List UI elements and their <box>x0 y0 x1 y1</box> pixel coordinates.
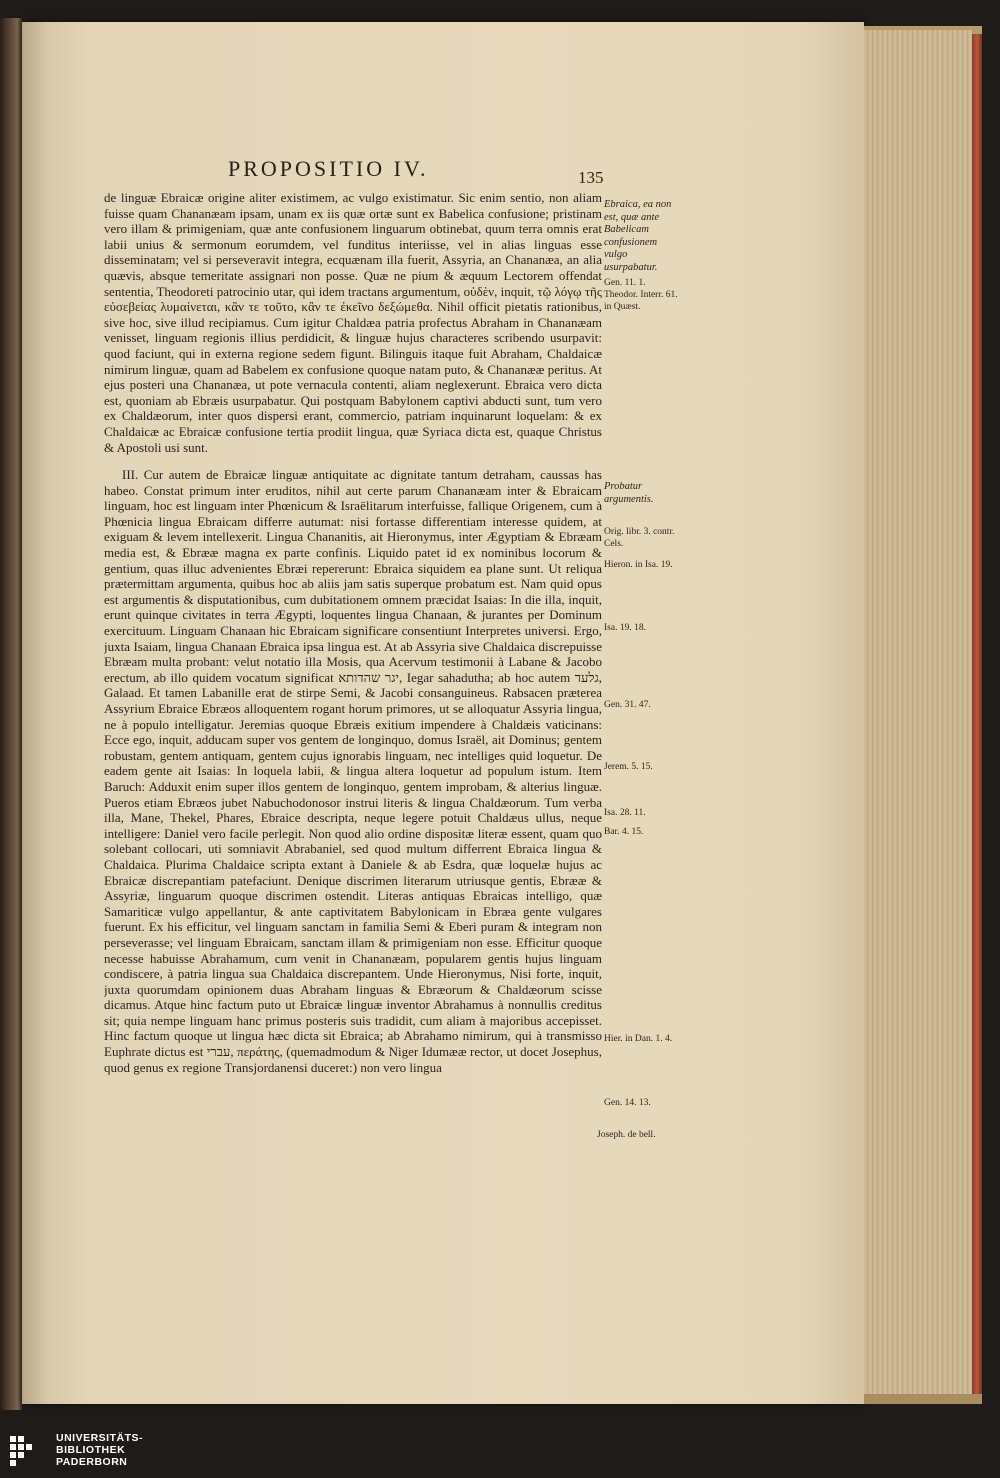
library-logo-text <box>56 1432 143 1468</box>
margin-note-gen-31: Gen. 31. 47. <box>604 700 651 710</box>
margin-note-gen-11: Gen. 11. 1. <box>604 278 646 288</box>
margin-note-jerem: Jerem. 5. 15. <box>604 762 653 772</box>
red-fore-edge <box>972 34 982 1394</box>
logo-line-2: BIBLIOTHEK <box>56 1444 126 1456</box>
margin-note-theodor: Theodor. Interr. 61. in Quæst. <box>604 290 678 312</box>
margin-note-probatur: Probatur argumentis. <box>604 481 654 505</box>
logo-line-1: UNIVERSITÄTS- <box>56 1432 144 1444</box>
margin-note-gen-14: Gen. 14. 13. <box>604 1098 651 1108</box>
margin-note-ebraica: Ebraica, ea non est, quæ ante Babelicam confusionem vulgo usurpabatur. <box>604 199 672 273</box>
main-text-column <box>104 190 602 1130</box>
logo-line-3: PADERBORN <box>56 1456 128 1468</box>
page-number: 135 <box>578 168 604 187</box>
margin-note-hier-dan: Hier. in Dan. 1. 4. <box>604 1034 673 1044</box>
library-logo-mark <box>8 1434 42 1468</box>
margin-note-isa-28: Isa. 28. 11. <box>604 808 646 818</box>
gilt-edge-bottom <box>864 1394 982 1404</box>
book-cover-left <box>0 18 22 1410</box>
margin-note-joseph: Joseph. de bell. <box>597 1130 656 1140</box>
paragraph-2: III. Cur autem de Ebraicæ linguæ antiquitate ac dignitate tantum detraham, caussas has habeo. Constat primum inter eruditos, nihil aut certe parum Chananæam inter & Ebraicam linguam, hoc est linguam inter Phœnicum & Israëlitarum interfuisse, fallique Origenem, cum à Phœnicia lingua Ebraicam differre autumat: nisi fortasse differentiam interesse quidem, at exiguam & levem intellexerit. Lingua Chananitis, ait Hieronymus, inter Ægyptiam & Ebræam media est, & Ebrææ magna ex parte confinis. Liquido patet id ex nominibus locorum & gentium, quas illuc advenientes Ebræi repererunt: Ebraica siquidem ea plane sunt. Ut reliqua prætermittam argumenta, quibus hoc ab aliis jam satis superque probatum est. Nam quid opus est argumentis & disputationibus, cum dubitationem omnem præcidat Isaias: In die illa, inquit, erunt quinque civitates in terra Ægypti, loquentes lingua Chanaan, & jurantes per Dominum exercituum. Linguam Chanaan hic Ebraicam significare consentiunt Interpretes universi. Ergo, juxta Isaiam, lingua Chanaan Ebraica ipsa lingua est. At ab Assyria sive Chaldaica discrepuisse Ebræam multa probant: velut notatio illa Mosis, qua Acervum testimonii à Labane & Jacobo erectum, ab illo quidem vocatum significat יגר שהדותא, Iegar sahadutha; ab hoc autem גלעד, Galaad. Et tamen Labanille erat de stirpe Semi, & Jacobi consanguineus. Rabsacen præterea Assyrium Ebraice Ebræos alloquentem rogant horum primores, ut se alloquatur Assyria lingua, ne à populo intelligatur. Jeremias quoque Ebræis exitium impendere à Chaldæis vaticinans: Ecce ego, inquit, adducam super vos gentem de longinquo, domus Israël, ait Dominus; gentem robustam, gentem antiquam, gentem cujus ignorabis linguam, nec intelliges quid loquetur. De eadem gente ait Isaias: In loquela labii, & lingua altera loquetur ad populum istum. Item Baruch: Adduxit enim super illos gentem de longinquo, gentem improbam, & alterius linguæ. Pueros etiam Ebræos jubet Nabuchodonosor instrui literis & lingua Chaldæorum. Tum verba illa, Mane, Thekel, Phares, Ebraice descripta, neque legere potuit Chaldæus ullus, neque intelligere: Daniel vero facile perlegit. Non quod alio ordine dispositæ literæ essent, quam quo solebant collocari, uti somniavit Abrabaniel, sed quod multum differrent Ebraica lingua & Chaldaica. Plurima Chaldaice scripta extant à Daniele & ab Esdra, quæ loquelæ hujus ac Ebraicæ discrepantiam patefaciunt. Denique discrimen literarum utriusque gentis, Ebrææ & Assyriæ, linguarum quoque discrimen ostendit. Literas antiquas Ebraicas intelligo, quæ Samariticæ vulgo appellantur, & ante captivitatem Babylonicam in Ebræa gente vulgares fuerunt. Ex his efficitur, vel linguam sanctam in familia Semi & Eberi puram & integram non perseverasse; vel linguam Ebraicam, sanctam illam & primigeniam non esse. Efficitur quoque necesse habuisse Abrahamum, cum venit in Chananæam, popularem gentis hujus linguam condiscere, à patria lingua sua Chaldaica discrepantem. Unde Hieronymus, Nisi forte, inquit, juxta quorumdam opinionem duas Abraham linguas & Ebræorum & Chaldæorum scisse dicamus. Atque hinc factum puto ut Ebraicæ linguæ inventor Abrahamus à nonnullis creditus sit; quia nempe linguam hanc primus posteris suis tradidit, cum aliam à majoribus accepisset. Hinc factum quoque ut lingua hæc dicta sit Ebraica; ab Abrahamo nimirum, qui à transmisso Euphrate dictus est עברי, περάτης, (quemadmodum & Niger Idumææ rector, ut docet Josephus, quod genus ex regione Transjordanensi duceret:) non vero lingua <box>104 467 602 1075</box>
margin-note-isa-19: Isa. 19. 18. <box>604 623 646 633</box>
margin-note-orig: Orig. libr. 3. contr. Cels. <box>604 527 675 549</box>
paragraph-1: de linguæ Ebraicæ origine aliter existimem, ac vulgo existimatur. Sic enim sentio, non aliam fuisse quam Chananæam ipsam, unam ex iis quæ ortæ sunt ex Babelica confusione; pristinam vero illam & primigeniam, quæ ante confusionem linguarum obtinebat, quum terra omnis erat labii unius & sermonum eorumdem, vel funditus interiisse, vel in alias linguas esse disseminatam; vel si perseveravit integra, ecquænam illa fuerit, Assyria, an Chananæa, an alia quævis, absque temeritate assignari non posse. Quæ ne pium & æquum Lectorem offendat sententia, Theodoreti patrocinio utar, qui idem tractans argumentum, οὐδὲν, inquit, τῷ λόγῳ τῆς εὐσεβείας λυμαίνεται, κἂν τε τοῦτο, κἂν τε ἐκεῖνο δεξώμεθα. Nihil officit pietatis rationibus, sive hoc, sive illud recipiamus. Cum igitur Chaldæa patria profectus Abraham in Chananæam venisset, linguam regionis illius perdidicit, & linguæ hujus characteres scribendo usurpavit: quod faciunt, qui in externa regione sedem figunt. Bilinguis itaque fuit Abraham, Chaldaicæ nimirum linguæ, quam ad Babelem ex confusione quoque natam puto, & Chananææ peritus. At ejus posteri una Chananæa, ut pote vernacula contenti, aliam neglexerunt. Ebraica vero dicta est, quoniam ab Ebræis usurpabatur. Qui postquam Babylonem captivi abducti sunt, tum vero ex Chaldæorum, inter quos dispersi erant, commercio, patriam inquinarunt loquelam: & ex Chaldaicæ ac Ebraicæ confusione tertia prodiit lingua, quæ Syriaca dicta est, quaque Christus & Apostoli usi sunt. <box>104 190 602 455</box>
margin-note-hieron-isa: Hieron. in Isa. 19. <box>604 560 673 570</box>
margin-note-bar: Bar. 4. 15. <box>604 827 644 837</box>
page-edges-stack <box>864 30 972 1398</box>
running-head: PROPOSITIO IV. <box>228 156 429 181</box>
library-logo <box>8 1432 178 1472</box>
